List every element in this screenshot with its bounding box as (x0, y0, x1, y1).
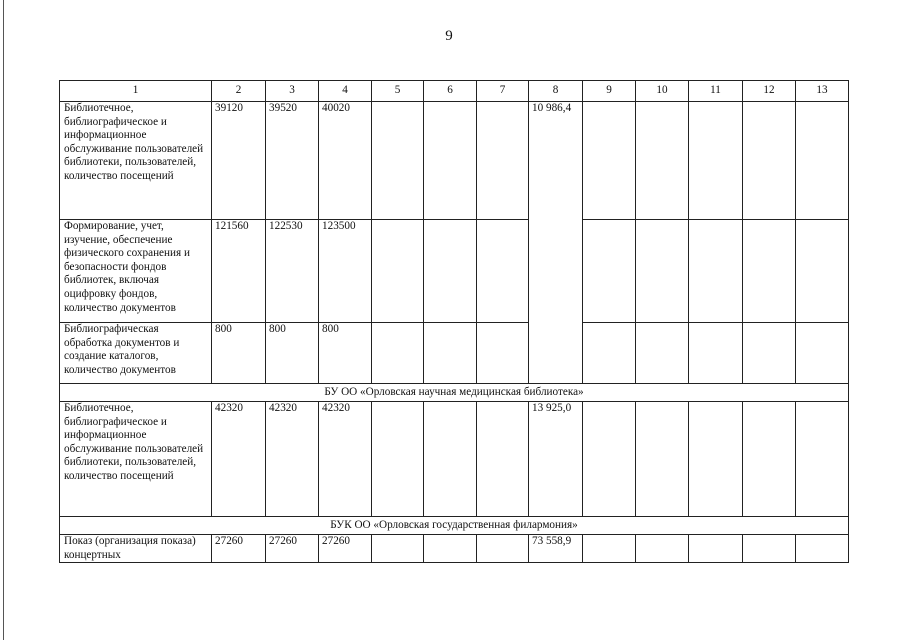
table-row (60, 323, 849, 384)
empty-cell (372, 323, 424, 384)
empty-cell (689, 102, 743, 220)
section-row (60, 517, 849, 535)
empty-cell (424, 323, 477, 384)
table-row (60, 102, 849, 220)
empty-cell (796, 402, 849, 517)
value-cell: 27260 (212, 535, 266, 563)
empty-cell (743, 323, 796, 384)
empty-cell (689, 220, 743, 323)
empty-cell (743, 102, 796, 220)
column-header: 6 (424, 81, 477, 102)
table-header-row (60, 81, 849, 102)
empty-cell (796, 102, 849, 220)
service-name-cell: Библиотечное, библиографическое и информационное обслуживание пользователей библиотеки, пользователей, количество посещений (60, 102, 212, 220)
funding-cell: 10 986,4 (529, 102, 583, 384)
service-name-cell: Библиотечное, библиографическое и информационное обслуживание пользователей библиотеки, пользователей, количество посещений (60, 402, 212, 517)
value-cell: 800 (212, 323, 266, 384)
column-header: 1 (60, 81, 212, 102)
column-header: 8 (529, 81, 583, 102)
column-header: 9 (583, 81, 636, 102)
service-name-cell: Показ (организация показа) концертных (60, 535, 212, 563)
empty-cell (372, 535, 424, 563)
page-number: 9 (445, 28, 453, 44)
value-cell: 39520 (266, 102, 319, 220)
funding-cell: 13 925,0 (529, 402, 583, 517)
empty-cell (689, 323, 743, 384)
empty-cell (796, 220, 849, 323)
empty-cell (583, 402, 636, 517)
empty-cell (743, 220, 796, 323)
value-cell: 27260 (266, 535, 319, 563)
empty-cell (583, 102, 636, 220)
empty-cell (424, 402, 477, 517)
column-header: 13 (796, 81, 849, 102)
empty-cell (636, 220, 689, 323)
empty-cell (424, 535, 477, 563)
empty-cell (636, 323, 689, 384)
value-cell: 42320 (319, 402, 372, 517)
empty-cell (583, 220, 636, 323)
empty-cell (477, 535, 529, 563)
empty-cell (796, 323, 849, 384)
budget-table (59, 80, 849, 563)
empty-cell (477, 220, 529, 323)
empty-cell (372, 402, 424, 517)
table-row (60, 220, 849, 323)
value-cell: 123500 (319, 220, 372, 323)
column-header: 11 (689, 81, 743, 102)
column-header: 2 (212, 81, 266, 102)
empty-cell (743, 402, 796, 517)
value-cell: 40020 (319, 102, 372, 220)
table-row (60, 402, 849, 517)
empty-cell (636, 402, 689, 517)
value-cell: 42320 (212, 402, 266, 517)
empty-cell (743, 535, 796, 563)
empty-cell (477, 102, 529, 220)
value-cell: 122530 (266, 220, 319, 323)
empty-cell (424, 102, 477, 220)
column-header: 5 (372, 81, 424, 102)
empty-cell (372, 102, 424, 220)
column-header: 12 (743, 81, 796, 102)
column-header: 7 (477, 81, 529, 102)
empty-cell (636, 102, 689, 220)
service-name-cell: Формирование, учет, изучение, обеспечение физического сохранения и безопасности фондов библиотек, включая оцифровку фондов, количество документов (60, 220, 212, 323)
table-row (60, 535, 849, 563)
value-cell: 800 (319, 323, 372, 384)
empty-cell (796, 535, 849, 563)
scan-edge-line (3, 0, 4, 640)
column-header: 4 (319, 81, 372, 102)
empty-cell (636, 535, 689, 563)
value-cell: 121560 (212, 220, 266, 323)
empty-cell (424, 220, 477, 323)
institution-title: БУ ОО «Орловская научная медицинская библиотека» (60, 384, 849, 402)
empty-cell (583, 535, 636, 563)
value-cell: 800 (266, 323, 319, 384)
empty-cell (689, 535, 743, 563)
value-cell: 27260 (319, 535, 372, 563)
empty-cell (477, 402, 529, 517)
value-cell: 39120 (212, 102, 266, 220)
service-name-cell: Библиографическая обработка документов и создание каталогов, количество документов (60, 323, 212, 384)
empty-cell (372, 220, 424, 323)
empty-cell (689, 402, 743, 517)
section-row (60, 384, 849, 402)
funding-cell: 73 558,9 (529, 535, 583, 563)
empty-cell (477, 323, 529, 384)
institution-title: БУК ОО «Орловская государственная филармония» (60, 517, 849, 535)
column-header: 10 (636, 81, 689, 102)
column-header: 3 (266, 81, 319, 102)
empty-cell (583, 323, 636, 384)
value-cell: 42320 (266, 402, 319, 517)
